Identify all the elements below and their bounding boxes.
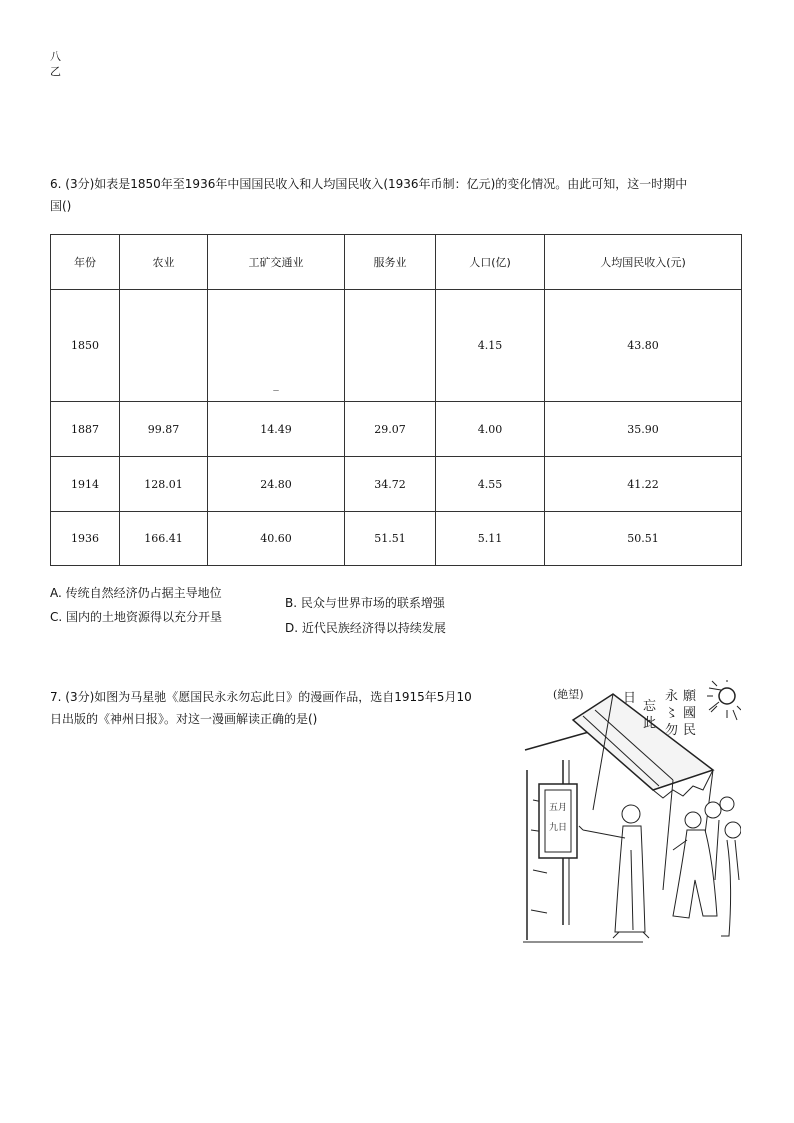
q7-stem-line1: 7. (3分)如图为马星驰《愿国民永永勿忘此日》的漫画作品，选自1915年5月10 bbox=[50, 690, 472, 704]
cartoon-title-char: 此 bbox=[643, 716, 657, 731]
header-fragment-line2: 乙 bbox=[50, 65, 61, 78]
cell-industry: 24.80 bbox=[208, 457, 345, 512]
header-year: 年份 bbox=[51, 235, 120, 290]
cartoon-title-char: 勿 bbox=[665, 723, 679, 738]
cell-per-capita: 43.80 bbox=[545, 290, 742, 402]
cartoon-title-char: 民 bbox=[683, 723, 697, 738]
cell-population: 5.11 bbox=[436, 512, 545, 566]
header-industry: 工矿交通业 bbox=[208, 235, 345, 290]
figure-man-pointing bbox=[579, 805, 649, 938]
q6-option-c[interactable]: C. 国内的土地资源得以充分开垦 bbox=[50, 610, 223, 624]
cell-agriculture: 166.41 bbox=[120, 512, 208, 566]
cartoon-title-char: 〻 bbox=[665, 706, 679, 721]
cell-industry: 40.60 bbox=[208, 512, 345, 566]
header-per-capita: 人均国民收入(元) bbox=[545, 235, 742, 290]
cartoon-title-char: 願 bbox=[683, 689, 697, 704]
cell-per-capita: 50.51 bbox=[545, 512, 742, 566]
q6-option-d[interactable]: D. 近代民族经济得以持续发展 bbox=[285, 621, 446, 635]
placard-text-2: 九日 bbox=[549, 823, 568, 833]
table-row bbox=[51, 290, 742, 402]
cell-agriculture bbox=[120, 290, 208, 402]
header-fragment-line1: 八 bbox=[50, 50, 61, 63]
placard bbox=[539, 784, 577, 858]
cell-year: 1850 bbox=[51, 290, 120, 402]
q6-option-a[interactable]: A. 传统自然经济仍占据主导地位 bbox=[50, 586, 222, 600]
sun-icon bbox=[707, 680, 741, 720]
cell-services: 29.07 bbox=[345, 402, 436, 457]
cell-year: 1887 bbox=[51, 402, 120, 457]
table-header-row bbox=[51, 235, 742, 290]
q7-stem-line2: 日出版的《神州日报》。对这一漫画解读正确的是() bbox=[50, 712, 318, 726]
table-row bbox=[51, 457, 742, 512]
cartoon-caption-paren: (絶望) bbox=[553, 688, 584, 701]
placard-text-1: 五月 bbox=[549, 803, 568, 813]
cartoon-title-char: 忘 bbox=[643, 699, 657, 714]
cartoon-title-char: 日 bbox=[623, 691, 637, 706]
cell-industry: _ bbox=[208, 290, 345, 402]
q6-stem-line2: 国() bbox=[50, 199, 72, 213]
cell-industry: 14.49 bbox=[208, 402, 345, 457]
header-services: 服务业 bbox=[345, 235, 436, 290]
cell-services: 34.72 bbox=[345, 457, 436, 512]
cartoon-title-char: 國 bbox=[683, 706, 697, 721]
cell-population: 4.00 bbox=[436, 402, 545, 457]
cell-services bbox=[345, 290, 436, 402]
cell-per-capita: 41.22 bbox=[545, 457, 742, 512]
cell-population: 4.15 bbox=[436, 290, 545, 402]
cell-year: 1936 bbox=[51, 512, 120, 566]
q7-stem bbox=[50, 686, 520, 730]
cartoon-title-char: 永 bbox=[665, 689, 679, 704]
header-population: 人口(亿) bbox=[436, 235, 545, 290]
income-table bbox=[50, 234, 742, 566]
q6-stem bbox=[50, 173, 750, 217]
table-row bbox=[51, 402, 742, 457]
cell-population: 4.55 bbox=[436, 457, 545, 512]
q6-option-b[interactable]: B. 民众与世界市场的联系增强 bbox=[285, 596, 445, 610]
q6-stem-line1: 6. (3分)如表是1850年至1936年中国国民收入和人均国民收入(1936年币制：亿元)的变化情况。由此可知，这一时期中 bbox=[50, 177, 688, 191]
cell-services: 51.51 bbox=[345, 512, 436, 566]
cell-agriculture: 99.87 bbox=[120, 402, 208, 457]
header-agriculture: 农业 bbox=[120, 235, 208, 290]
cell-year: 1914 bbox=[51, 457, 120, 512]
cell-per-capita: 35.90 bbox=[545, 402, 742, 457]
cartoon-illustration bbox=[523, 680, 741, 948]
cell-agriculture: 128.01 bbox=[120, 457, 208, 512]
table-row bbox=[51, 512, 742, 566]
